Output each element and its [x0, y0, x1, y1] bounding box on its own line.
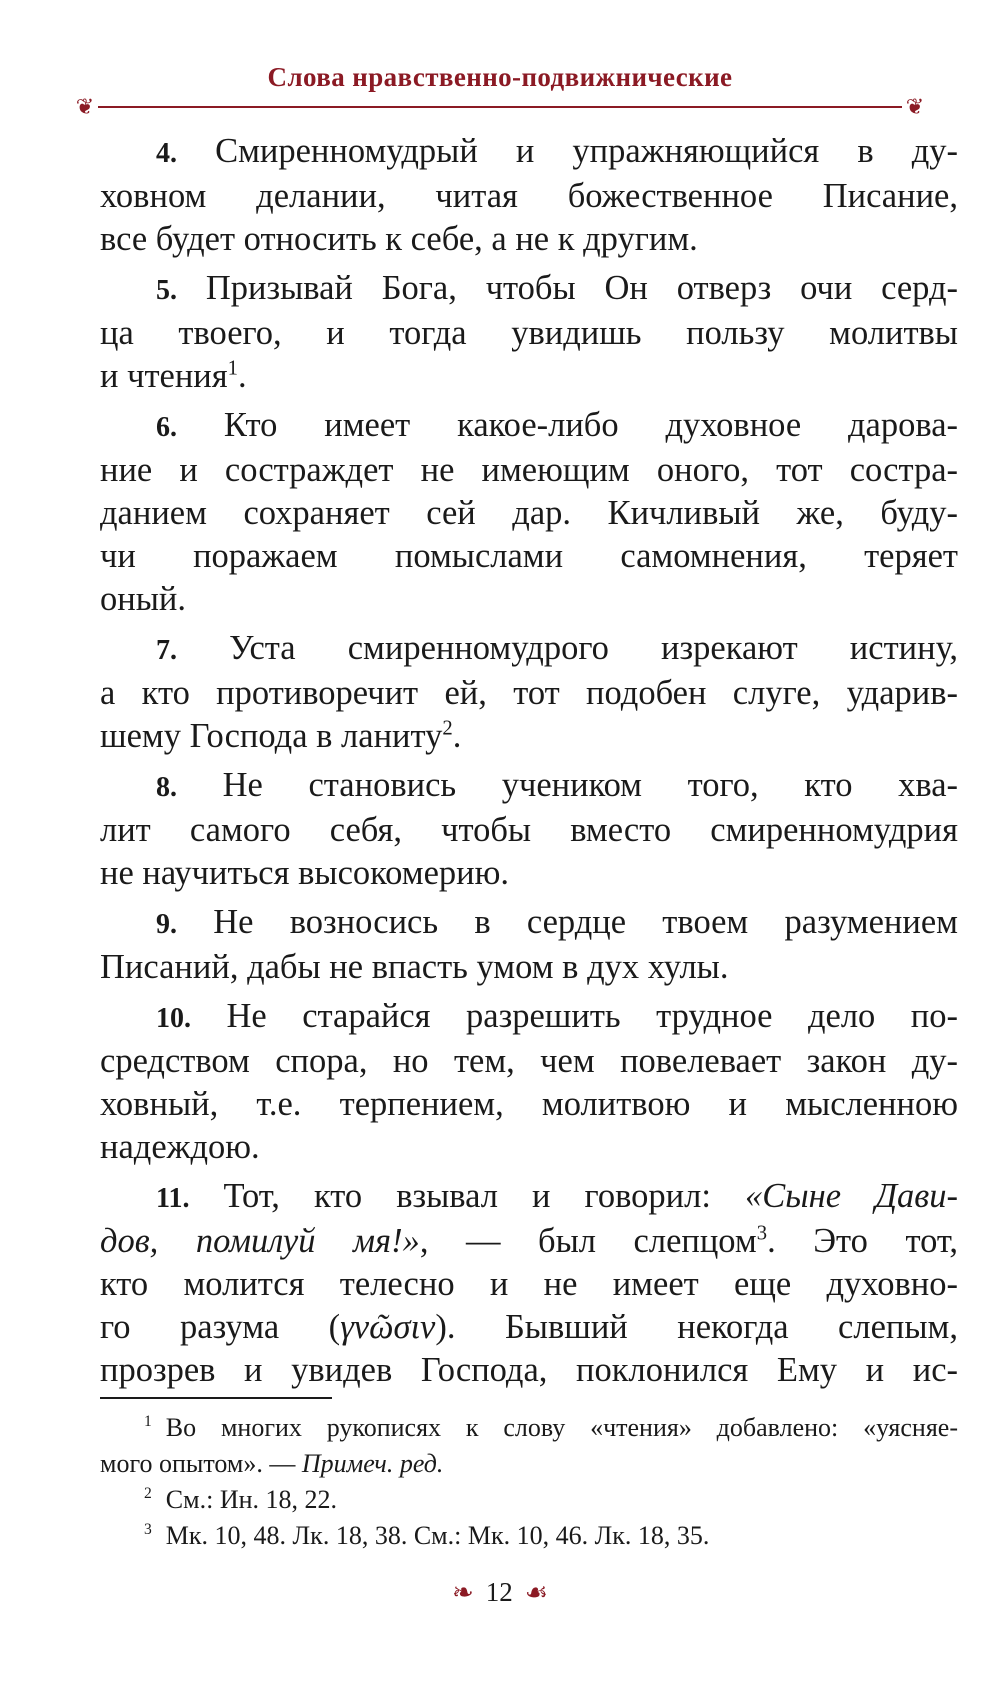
- paragraph-number: 5.: [156, 275, 177, 306]
- page-footer: [0, 1575, 1000, 1610]
- paragraph-number: 8.: [156, 772, 177, 803]
- paragraph-number: 7.: [156, 635, 177, 666]
- paragraph-6: 6. Кто имеет какое-либо духовное дарова- ние и состраждет не имеющим оного, тот состра- данием сохраняет сей дар. Кичливый же, буду- чи поражаем помыслами самомнения, теряет оный.: [100, 406, 959, 618]
- running-title: Слова нравственно-подвижнические: [267, 62, 733, 92]
- paragraph-4: 4. Смиренномудрый и упражняющийся в ду- ховном делании, читая божественное Писание, все будет относить к себе, а не к другим.: [100, 132, 958, 258]
- footnote-ref: 2: [442, 717, 453, 740]
- floral-ornament-icon: ❦: [75, 94, 95, 119]
- paragraph-8: 8. Не становись учеником того, кто хва- лит самого себя, чтобы вместо смиренномудрия не научиться высокомерию.: [100, 766, 958, 892]
- paragraph-number: 9.: [156, 909, 177, 940]
- paragraph-7: 7. Уста смиренномудрого изрекают истину, а кто противоречит ей, тот подобен слуге, ударив- шему Господа в ланиту$^2$.: [100, 629, 959, 755]
- footnote-ref: 1: [227, 357, 238, 380]
- footnote-mark: 1: [144, 1413, 152, 1431]
- footnote-ref: 3: [756, 1222, 768, 1245]
- footnote-1: $^1$ Во многих рукописях к слову «чтения» добавлено: «уясняе- мого опытом». — Примеч. ред.: [100, 1413, 958, 1478]
- footnote-divider: [100, 1397, 332, 1399]
- floral-ornament-icon: ☙: [524, 1578, 549, 1607]
- greek-word: γνῶσιν: [340, 1308, 436, 1346]
- footnotes: [100, 1410, 958, 1554]
- paragraph-number: 6.: [156, 412, 177, 443]
- paragraph-number: 10.: [156, 1003, 191, 1034]
- quotation: дов, помилуй мя!»: [100, 1222, 420, 1260]
- paragraph-number: 11.: [156, 1183, 190, 1214]
- footnote-2: $^2$ См.: Ин. 18, 22.: [144, 1485, 338, 1514]
- footnote-3: $^3$ Мк. 10, 48. Лк. 18, 38. См.: Мк. 10, 46. Лк. 18, 35.: [144, 1521, 710, 1550]
- floral-ornament-icon: ❦: [905, 94, 925, 119]
- paragraph-10: 10. Не старайся разрешить трудное дело по- средством спора, но тем, чем повелевает закон ду- ховный, т.е. терпением, молитвою и мысленною надеждою.: [100, 997, 959, 1166]
- footnote-mark: 2: [144, 1485, 152, 1503]
- paragraph-number: 4.: [156, 138, 177, 169]
- quotation: «Сыне Дави-: [744, 1177, 959, 1215]
- running-header: [72, 60, 928, 120]
- main-text: [100, 130, 958, 1398]
- page-number: 12: [485, 1577, 513, 1607]
- divider: [98, 106, 902, 108]
- footnote-mark: 3: [144, 1521, 152, 1539]
- header-rule: [72, 94, 928, 120]
- paragraph-9: 9. Не возносись в сердце твоем разумением Писаний, дабы не впасть умом в дух хулы.: [100, 903, 958, 986]
- floral-ornament-icon: ❧: [451, 1578, 474, 1607]
- paragraph-11: 11. Тот, кто взывал и говорил: «Сыне Дави- дов, помилуй мя!», — был слепцом$^3$. Это тот, кто молится телесно и не имеет еще духовно- го разума (γνῶσιν). Бывший некогда слепым, прозрев и увидев Господа, поклонился Ему и ис-: [100, 1177, 959, 1389]
- paragraph-5: 5. Призывай Бога, чтобы Он отверз очи серд- ца твоего, и тогда увидишь пользу молитвы и чтения$^1$.: [100, 269, 959, 395]
